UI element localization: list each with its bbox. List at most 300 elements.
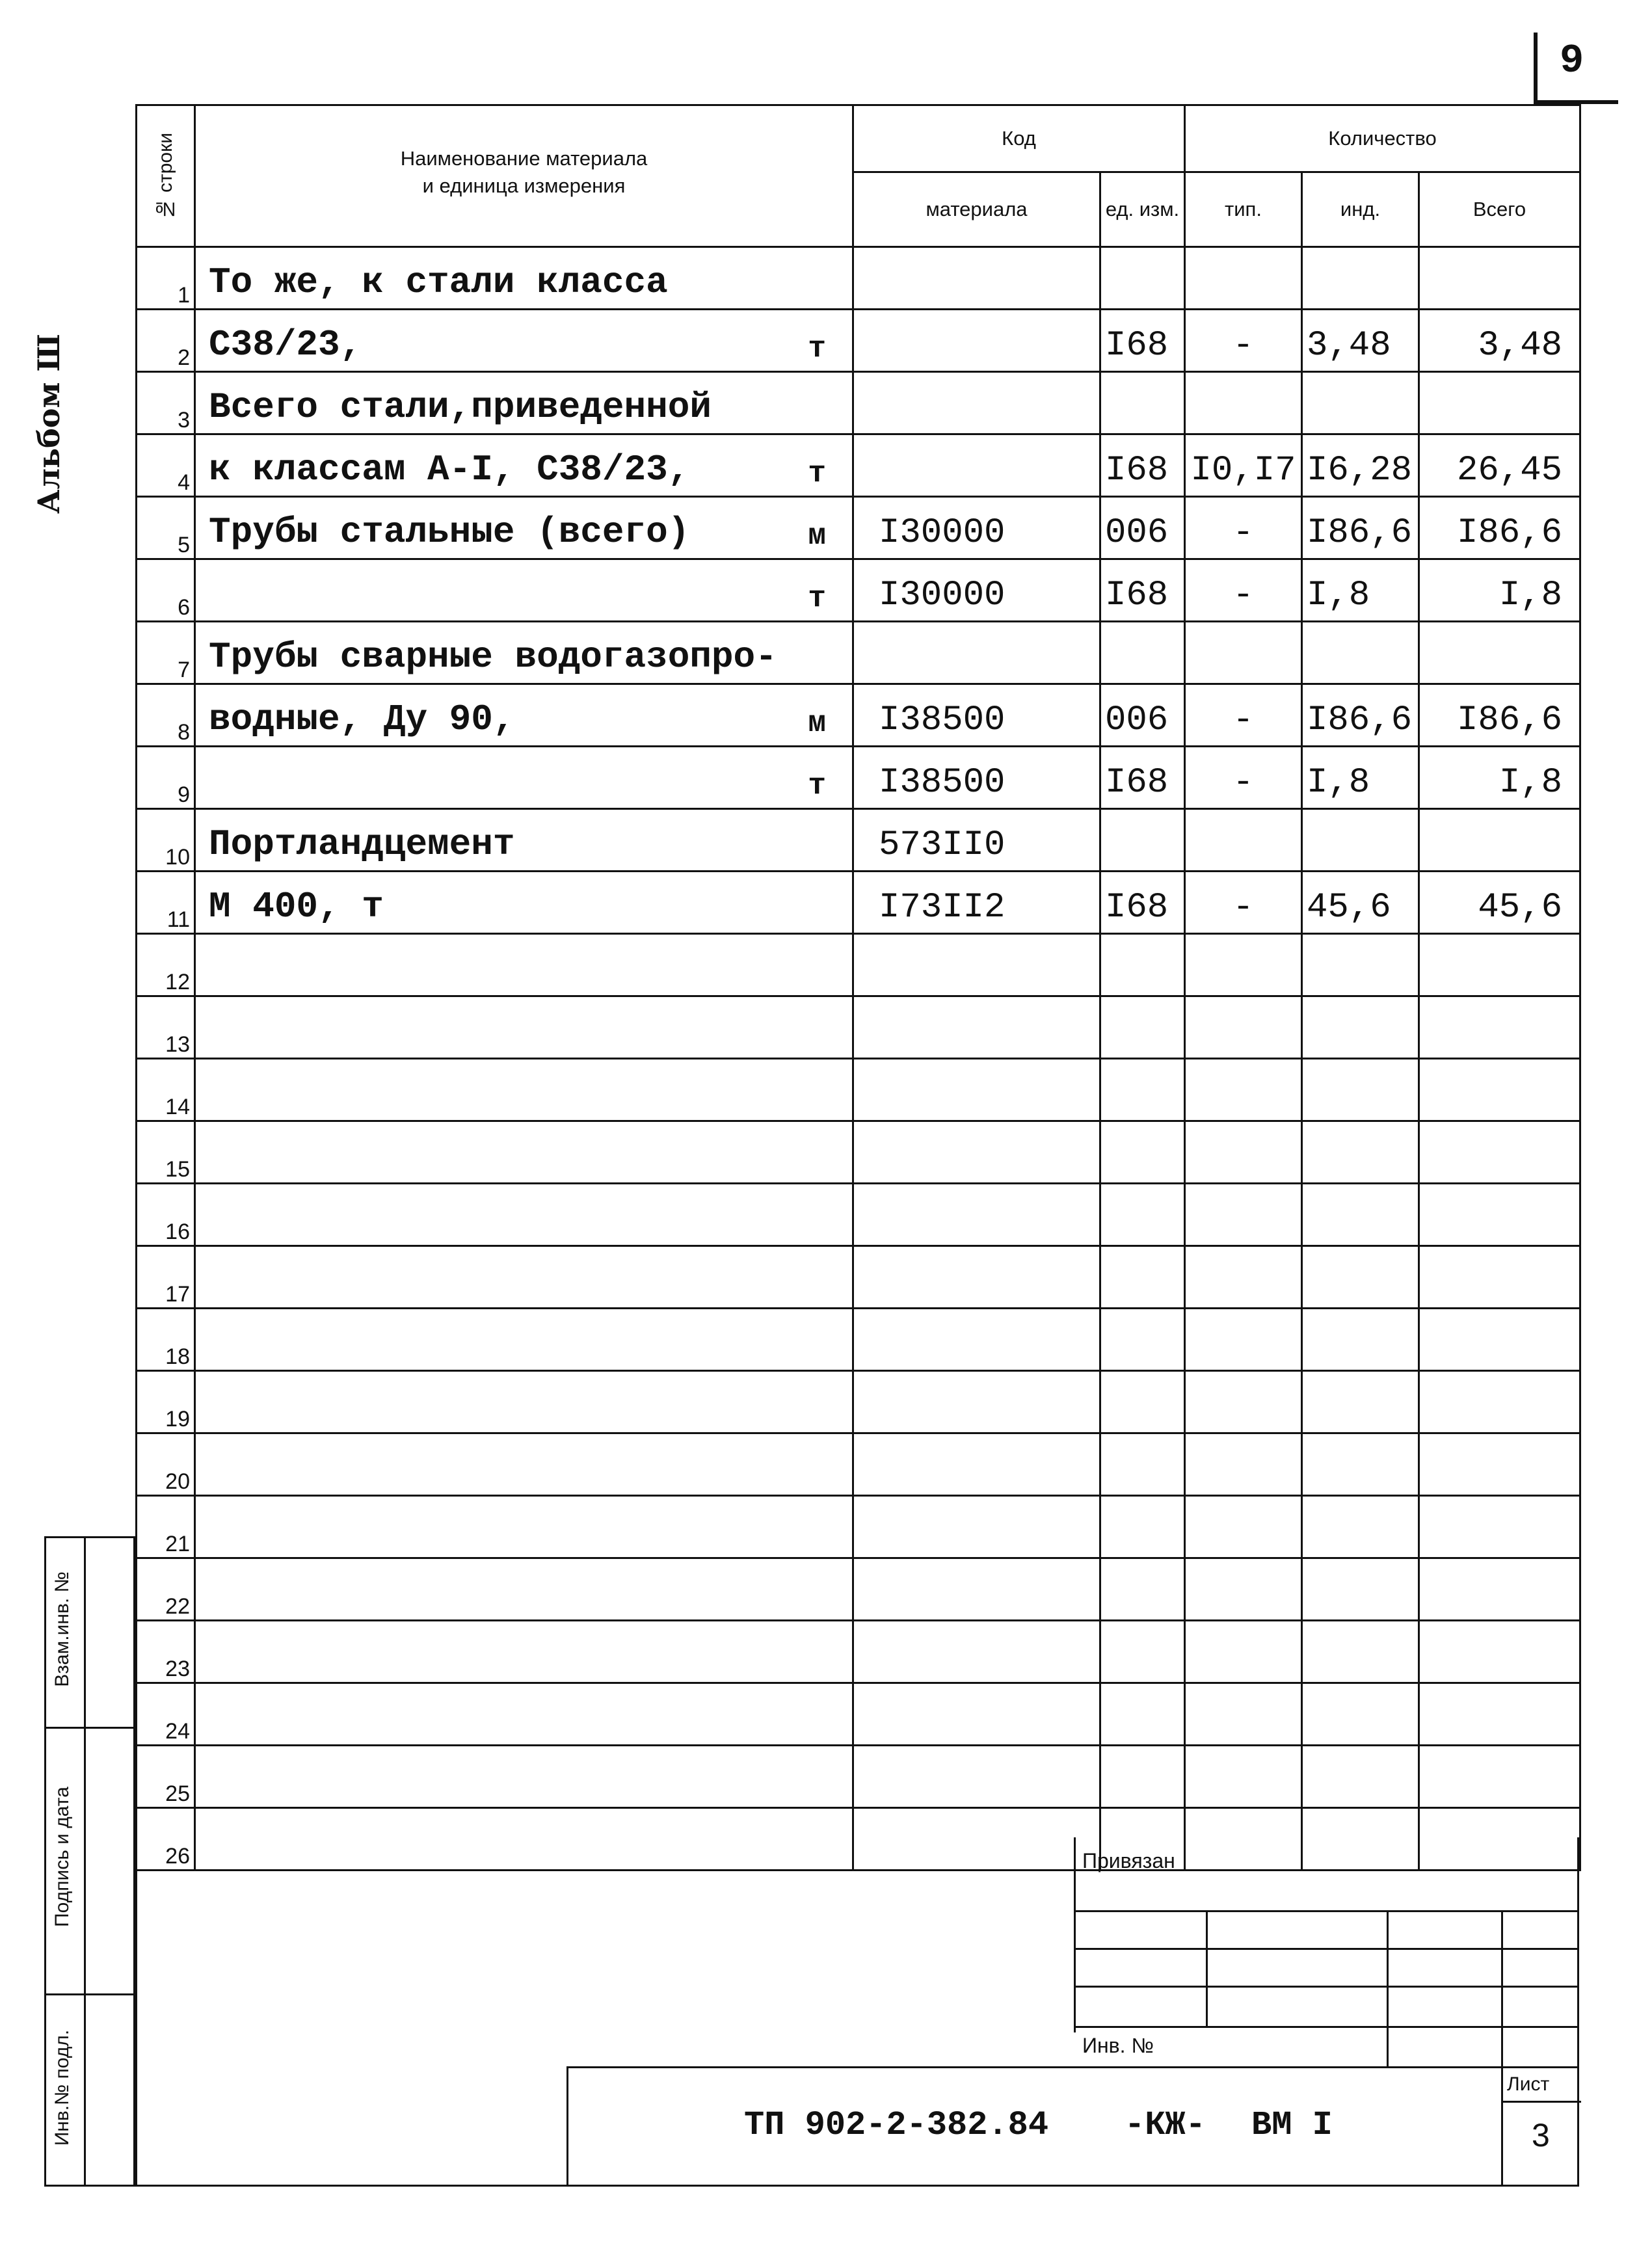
qty-typ-cell [1185, 1433, 1302, 1496]
unit-code-cell [1100, 996, 1185, 1059]
qty-total [1420, 303, 1579, 308]
material-code-cell [853, 996, 1100, 1059]
inv-no-label: Инв. № [1082, 2034, 1154, 2057]
qty-typ-cell [1185, 1496, 1302, 1558]
unit-code-cell [1100, 1371, 1185, 1433]
sheet-number: 3 [1532, 2117, 1550, 2153]
qty-ind-cell [1302, 996, 1419, 1059]
unit-code: I68 [1105, 326, 1169, 366]
qty-ind-cell [1302, 497, 1419, 559]
qty-ind [1303, 1802, 1418, 1807]
table-row [137, 934, 1580, 996]
qty-typ [1186, 1427, 1301, 1432]
qty-typ-cell [1185, 310, 1302, 372]
qty-total: I,8 [1499, 576, 1563, 615]
table-row [137, 497, 1580, 559]
qty-total-cell [1419, 1746, 1580, 1808]
qty-ind [1303, 303, 1418, 308]
qty-total-cell [1419, 497, 1580, 559]
qty-total-cell [1419, 747, 1580, 809]
qty-ind-cell [1302, 1309, 1419, 1371]
table-row [137, 1309, 1580, 1371]
qty-typ-cell [1185, 372, 1302, 434]
qty-ind: I86,6 [1307, 513, 1413, 553]
header-quantity: Количество [1185, 105, 1580, 172]
qty-total-cell [1419, 372, 1580, 434]
unit-code [1101, 1302, 1184, 1307]
material-name-cell [195, 247, 853, 310]
material-code [854, 428, 1099, 433]
unit-code-cell [1100, 934, 1185, 996]
material-name-cell [195, 747, 853, 809]
material-code [854, 1552, 1099, 1557]
qty-total-cell [1419, 1496, 1580, 1558]
material-unit: м [808, 706, 826, 740]
qty-ind: I6,28 [1307, 451, 1413, 490]
table-row [137, 1496, 1580, 1558]
table-row [137, 1246, 1580, 1309]
qty-ind: I,8 [1307, 763, 1370, 803]
row-number: 21 [165, 1532, 190, 1556]
material-name: к классам А-I, С38/23, [209, 449, 690, 490]
row-number: 23 [165, 1657, 190, 1681]
row-number: 14 [165, 1095, 190, 1119]
qty-total [1420, 1302, 1579, 1307]
qty-ind-cell [1302, 1371, 1419, 1433]
qty-ind-cell [1302, 934, 1419, 996]
material-code: 573II0 [879, 825, 1006, 865]
material-name-cell [195, 1309, 853, 1371]
material-name-cell [195, 1059, 853, 1121]
qty-ind-cell [1302, 809, 1419, 872]
qty-total-cell [1419, 1558, 1580, 1621]
row-number: 7 [178, 658, 190, 682]
qty-ind-cell [1302, 1121, 1419, 1184]
qty-typ-cell [1185, 1621, 1302, 1683]
qty-typ [1186, 990, 1301, 995]
row-number-cell [137, 1309, 195, 1371]
material-code-cell [853, 1059, 1100, 1121]
material-code-cell [853, 559, 1100, 622]
qty-total [1420, 1614, 1579, 1619]
unit-code-cell [1100, 1683, 1185, 1746]
unit-code-cell [1100, 1558, 1185, 1621]
material-code-cell [853, 1184, 1100, 1246]
row-number-cell [137, 1059, 195, 1121]
material-code-cell [853, 809, 1100, 872]
material-name-cell [195, 372, 853, 434]
unit-code [1101, 1802, 1184, 1807]
qty-typ-cell [1185, 1246, 1302, 1309]
material-code [854, 1302, 1099, 1307]
qty-total-cell [1419, 1059, 1580, 1121]
material-code-cell [853, 1309, 1100, 1371]
row-number-cell [137, 934, 195, 996]
row-number: 5 [178, 533, 190, 557]
qty-ind-cell [1302, 1246, 1419, 1309]
row-number: 18 [165, 1344, 190, 1369]
qty-ind [1303, 990, 1418, 995]
qty-total [1420, 428, 1579, 433]
header-row-no-text: № строки [154, 132, 176, 220]
row-number-cell [137, 247, 195, 310]
qty-typ-cell [1185, 434, 1302, 497]
table-row [137, 747, 1580, 809]
row-number: 4 [178, 470, 190, 495]
qty-typ: - [1232, 700, 1254, 740]
row-number: 10 [165, 845, 190, 870]
qty-ind-cell [1302, 1433, 1419, 1496]
qty-typ [1186, 865, 1301, 870]
qty-total-cell [1419, 1184, 1580, 1246]
material-code [854, 1489, 1099, 1495]
materials-table [135, 104, 1581, 1871]
material-code [854, 1177, 1099, 1182]
material-name-cell [195, 1558, 853, 1621]
unit-code-cell [1100, 809, 1185, 872]
qty-ind-cell [1302, 1184, 1419, 1246]
qty-ind [1303, 1427, 1418, 1432]
replaced-inv-label: Взам.инв. № [51, 1571, 73, 1687]
qty-ind-cell [1302, 1683, 1419, 1746]
table-row [137, 1184, 1580, 1246]
qty-typ: - [1232, 513, 1254, 553]
table-row [137, 1371, 1580, 1433]
unit-code-cell [1100, 310, 1185, 372]
qty-typ-cell [1185, 809, 1302, 872]
unit-code-cell [1100, 372, 1185, 434]
qty-total [1420, 990, 1579, 995]
row-number-cell [137, 872, 195, 934]
qty-typ [1186, 1115, 1301, 1120]
material-code [854, 1115, 1099, 1120]
material-unit: т [808, 457, 826, 490]
qty-ind-cell [1302, 434, 1419, 497]
unit-code [1101, 303, 1184, 308]
table-row [137, 684, 1580, 747]
table-row [137, 310, 1580, 372]
qty-total [1420, 1365, 1579, 1370]
qty-ind-cell [1302, 247, 1419, 310]
row-number: 12 [165, 970, 190, 994]
unit-code: I68 [1105, 763, 1169, 803]
unit-code-cell [1100, 247, 1185, 310]
unit-code-cell [1100, 1246, 1185, 1309]
unit-code [1101, 1365, 1184, 1370]
sheet-label: Лист [1507, 2073, 1550, 2095]
material-name: Трубы сварные водогазопро- [209, 636, 777, 678]
table-row [137, 872, 1580, 934]
row-number-cell [137, 1621, 195, 1683]
unit-code-cell [1100, 1496, 1185, 1558]
table-row [137, 1746, 1580, 1808]
qty-typ-cell [1185, 1309, 1302, 1371]
table-row [137, 434, 1580, 497]
unit-code-cell [1100, 1433, 1185, 1496]
material-code-cell [853, 622, 1100, 684]
unit-code-cell [1100, 434, 1185, 497]
material-name-cell [195, 1121, 853, 1184]
album-label: Альбом Ш [31, 334, 66, 514]
table-row [137, 622, 1580, 684]
qty-typ-cell [1185, 872, 1302, 934]
table-row [137, 372, 1580, 434]
unit-code-cell [1100, 1184, 1185, 1246]
qty-typ [1186, 1739, 1301, 1744]
qty-ind [1303, 865, 1418, 870]
row-number: 11 [167, 907, 190, 932]
header-code: Код [853, 105, 1185, 172]
header-typ: тип. [1185, 172, 1302, 247]
row-number: 26 [165, 1844, 190, 1869]
row-number: 19 [165, 1407, 190, 1432]
material-name: водные, Ду 90, [209, 699, 515, 740]
qty-typ-cell [1185, 247, 1302, 310]
unit-code-cell [1100, 1621, 1185, 1683]
material-unit: т [808, 332, 826, 366]
qty-total-cell [1419, 1433, 1580, 1496]
qty-typ-cell [1185, 1371, 1302, 1433]
material-code-cell [853, 372, 1100, 434]
material-code-cell [853, 1496, 1100, 1558]
row-number: 9 [178, 782, 190, 807]
row-number-cell [137, 1683, 195, 1746]
unit-code [1101, 1240, 1184, 1245]
qty-ind [1303, 1552, 1418, 1557]
material-unit: т [808, 581, 826, 615]
qty-total [1420, 1489, 1579, 1495]
header-material: материала [853, 172, 1100, 247]
unit-code: I68 [1105, 451, 1169, 490]
qty-total-cell [1419, 310, 1580, 372]
qty-ind [1303, 1177, 1418, 1182]
row-number: 2 [178, 345, 190, 370]
qty-ind-cell [1302, 684, 1419, 747]
unit-code [1101, 428, 1184, 433]
qty-total [1420, 1677, 1579, 1682]
material-code-cell [853, 497, 1100, 559]
doc-code: ТП 902-2-382.84 [744, 2106, 1049, 2144]
page-number-bar [1534, 33, 1538, 104]
material-code-cell [853, 434, 1100, 497]
qty-ind-cell [1302, 872, 1419, 934]
qty-total: 26,45 [1457, 451, 1563, 490]
row-number: 8 [178, 720, 190, 745]
table-row [137, 996, 1580, 1059]
qty-typ [1186, 1365, 1301, 1370]
material-code [854, 678, 1099, 683]
material-code-cell [853, 934, 1100, 996]
row-number-cell [137, 809, 195, 872]
unit-code [1101, 1489, 1184, 1495]
material-code [854, 1614, 1099, 1619]
qty-total-cell [1419, 1121, 1580, 1184]
qty-ind [1303, 1614, 1418, 1619]
material-name: Портландцемент [209, 823, 515, 865]
row-number-cell [137, 497, 195, 559]
qty-total [1420, 1052, 1579, 1058]
qty-total [1420, 1802, 1579, 1807]
qty-typ-cell [1185, 1184, 1302, 1246]
qty-typ [1186, 1614, 1301, 1619]
qty-total [1420, 1177, 1579, 1182]
qty-total-cell [1419, 684, 1580, 747]
material-code-cell [853, 747, 1100, 809]
qty-ind [1303, 428, 1418, 433]
qty-ind-cell [1302, 372, 1419, 434]
qty-typ [1186, 1240, 1301, 1245]
qty-total-cell [1419, 622, 1580, 684]
qty-typ-cell [1185, 622, 1302, 684]
qty-ind [1303, 1365, 1418, 1370]
qty-total [1420, 1240, 1579, 1245]
material-code [854, 1802, 1099, 1807]
unit-code [1101, 1677, 1184, 1682]
qty-typ: - [1232, 576, 1254, 615]
sheet-box [1501, 2068, 1581, 2185]
qty-typ-cell [1185, 996, 1302, 1059]
material-name: Всего стали,приведенной [209, 386, 712, 428]
qty-typ: - [1232, 326, 1254, 366]
material-name-cell [195, 1371, 853, 1433]
qty-ind-cell [1302, 1746, 1419, 1808]
row-number: 1 [178, 283, 190, 308]
material-code: I38500 [879, 763, 1006, 803]
qty-ind-cell [1302, 1059, 1419, 1121]
material-name-cell [195, 1496, 853, 1558]
qty-typ [1186, 1489, 1301, 1495]
qty-typ-cell [1185, 934, 1302, 996]
qty-typ [1186, 678, 1301, 683]
qty-ind [1303, 1489, 1418, 1495]
table-body [137, 247, 1580, 1871]
material-code [854, 1052, 1099, 1058]
qty-total-cell [1419, 1683, 1580, 1746]
material-code [854, 490, 1099, 496]
material-code-cell [853, 1683, 1100, 1746]
row-number-cell [137, 310, 195, 372]
header-ind: инд. [1302, 172, 1419, 247]
material-code [854, 990, 1099, 995]
qty-total [1420, 865, 1579, 870]
material-code-cell [853, 1746, 1100, 1808]
material-code: I30000 [879, 576, 1006, 615]
material-name-cell [195, 1746, 853, 1808]
unit-code [1101, 865, 1184, 870]
row-number: 20 [165, 1469, 190, 1494]
material-code [854, 303, 1099, 308]
row-number-cell [137, 434, 195, 497]
material-name-cell [195, 1184, 853, 1246]
material-code-cell [853, 247, 1100, 310]
unit-code [1101, 678, 1184, 683]
material-name-cell [195, 809, 853, 872]
qty-ind-cell [1302, 1621, 1419, 1683]
qty-total: 45,6 [1478, 888, 1563, 927]
unit-code: 006 [1105, 513, 1169, 553]
qty-ind-cell [1302, 747, 1419, 809]
material-code-cell [853, 1433, 1100, 1496]
unit-code-cell [1100, 1309, 1185, 1371]
unit-code [1101, 1115, 1184, 1120]
doc-part: ВМ I [1251, 2106, 1333, 2144]
unit-code [1101, 1177, 1184, 1182]
table-row [137, 1558, 1580, 1621]
row-number-cell [137, 622, 195, 684]
qty-typ-cell [1185, 559, 1302, 622]
row-number-cell [137, 372, 195, 434]
qty-total-cell [1419, 996, 1580, 1059]
material-name-cell [195, 310, 853, 372]
sign-date-label: Подпись и дата [51, 1787, 73, 1927]
material-code [854, 1739, 1099, 1744]
qty-ind-cell [1302, 1496, 1419, 1558]
qty-typ-cell [1185, 1683, 1302, 1746]
row-number-cell [137, 1558, 195, 1621]
material-code [854, 366, 1099, 371]
qty-total-cell [1419, 247, 1580, 310]
material-code: I73II2 [879, 888, 1006, 927]
qty-typ [1186, 428, 1301, 433]
material-code [854, 1427, 1099, 1432]
material-name-cell [195, 996, 853, 1059]
material-name-cell [195, 497, 853, 559]
qty-ind [1303, 1677, 1418, 1682]
table-row [137, 1433, 1580, 1496]
unit-code-cell [1100, 1059, 1185, 1121]
table-row [137, 1683, 1580, 1746]
qty-ind: I,8 [1307, 576, 1370, 615]
row-number-cell [137, 1246, 195, 1309]
page-number: 9 [1560, 38, 1584, 84]
table-row [137, 1059, 1580, 1121]
row-number-cell [137, 996, 195, 1059]
qty-ind: 3,48 [1307, 326, 1391, 366]
qty-ind: I86,6 [1307, 700, 1413, 740]
row-number-cell [137, 1121, 195, 1184]
row-number: 13 [165, 1032, 190, 1057]
qty-total-cell [1419, 934, 1580, 996]
material-name-cell [195, 934, 853, 996]
doc-section: -КЖ- [1125, 2106, 1206, 2144]
row-number-cell [137, 1184, 195, 1246]
qty-total-cell [1419, 1246, 1580, 1309]
qty-ind [1303, 1052, 1418, 1058]
row-number-cell [137, 747, 195, 809]
attached-label: Привязан [1082, 1849, 1175, 1872]
material-code [854, 1240, 1099, 1245]
row-number: 22 [165, 1594, 190, 1619]
row-number: 16 [165, 1219, 190, 1244]
table-row [137, 1621, 1580, 1683]
qty-total: I86,6 [1457, 513, 1563, 553]
table-row [137, 559, 1580, 622]
qty-total-cell [1419, 1371, 1580, 1433]
material-name-cell [195, 1621, 853, 1683]
qty-typ-cell [1185, 1059, 1302, 1121]
doc-code-box [566, 2066, 1579, 2185]
unit-code: I68 [1105, 576, 1169, 615]
material-code-cell [853, 1621, 1100, 1683]
qty-total [1420, 1739, 1579, 1744]
material-name-cell [195, 1246, 853, 1309]
qty-typ: - [1232, 763, 1254, 803]
qty-total: 3,48 [1478, 326, 1563, 366]
unit-code-cell [1100, 622, 1185, 684]
qty-total: I,8 [1499, 763, 1563, 803]
unit-code [1101, 1614, 1184, 1619]
unit-code: 006 [1105, 700, 1169, 740]
